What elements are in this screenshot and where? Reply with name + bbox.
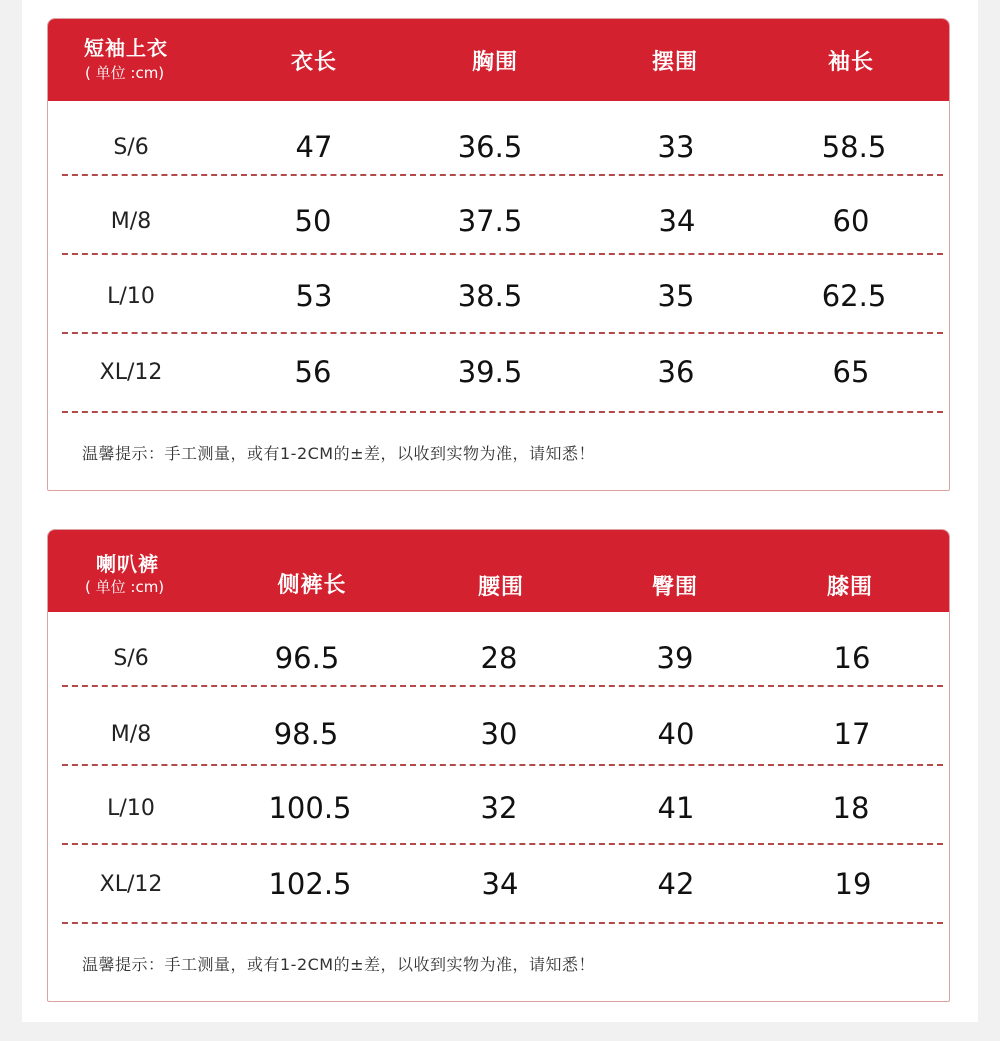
- measurement-value: 36: [657, 355, 695, 389]
- row-divider: [62, 843, 943, 845]
- column-header: 膝围: [826, 574, 873, 600]
- row-divider: [62, 253, 943, 255]
- table-unit: ( 单位 :cm): [85, 64, 165, 82]
- measurement-value: 41: [657, 791, 695, 825]
- measurement-note: 温馨提示：手工测量，或有1-2CM的±差，以收到实物为准，请知悉！: [82, 444, 596, 463]
- measurement-value: 65: [832, 355, 870, 389]
- size-label: L/10: [107, 795, 155, 821]
- column-header: 侧裤长: [277, 572, 347, 598]
- measurement-value: 56: [294, 355, 332, 389]
- measurement-value: 60: [832, 204, 870, 238]
- size-table-bottom: [47, 529, 950, 1002]
- size-label: M/8: [110, 208, 152, 234]
- measurement-note: 温馨提示：手工测量，或有1-2CM的±差，以收到实物为准，请知悉！: [82, 955, 596, 974]
- table-row: [48, 698, 949, 770]
- measurement-value: 17: [833, 717, 871, 751]
- row-divider: [62, 922, 943, 924]
- measurement-value: 53: [295, 279, 333, 313]
- measurement-value: 36.5: [457, 130, 523, 164]
- measurement-value: 28: [480, 641, 518, 675]
- measurement-value: 62.5: [821, 279, 887, 313]
- size-label: XL/12: [99, 359, 163, 385]
- size-label: L/10: [107, 283, 155, 309]
- table-row: [48, 622, 949, 694]
- row-divider: [62, 332, 943, 334]
- measurement-value: 58.5: [821, 130, 887, 164]
- measurement-value: 30: [480, 717, 518, 751]
- column-header: 胸围: [471, 49, 518, 75]
- measurement-value: 32: [480, 791, 518, 825]
- measurement-value: 102.5: [268, 867, 352, 901]
- column-header: 摆围: [651, 49, 698, 75]
- measurement-value: 50: [294, 204, 332, 238]
- row-divider: [62, 174, 943, 176]
- measurement-value: 47: [295, 130, 333, 164]
- table-row: [48, 111, 949, 183]
- column-header: 臀围: [651, 574, 698, 600]
- size-table-top: [47, 18, 950, 491]
- measurement-value: 42: [657, 867, 695, 901]
- measurement-value: 16: [833, 641, 871, 675]
- size-label: S/6: [113, 134, 149, 160]
- measurement-value: 98.5: [273, 717, 339, 751]
- measurement-value: 40: [657, 717, 695, 751]
- measurement-value: 19: [834, 867, 872, 901]
- table-header: [48, 19, 949, 101]
- column-header: 袖长: [827, 49, 874, 75]
- table-row: [48, 848, 949, 920]
- measurement-value: 34: [481, 867, 519, 901]
- row-divider: [62, 411, 943, 413]
- measurement-value: 39.5: [457, 355, 523, 389]
- measurement-value: 35: [657, 279, 695, 313]
- row-divider: [62, 764, 943, 766]
- column-header: 腰围: [477, 574, 524, 600]
- table-row: [48, 336, 949, 408]
- column-header: 衣长: [290, 49, 337, 75]
- table-header: [48, 530, 949, 612]
- row-divider: [62, 685, 943, 687]
- measurement-value: 96.5: [274, 641, 340, 675]
- size-label: XL/12: [99, 871, 163, 897]
- table-title: 短袖上衣: [84, 36, 168, 60]
- measurement-value: 37.5: [457, 204, 523, 238]
- size-label: M/8: [110, 721, 152, 747]
- table-row: [48, 772, 949, 844]
- measurement-value: 38.5: [457, 279, 523, 313]
- table-title: 喇叭裤: [96, 552, 159, 576]
- size-label: S/6: [113, 645, 149, 671]
- measurement-value: 18: [832, 791, 870, 825]
- table-row: [48, 260, 949, 332]
- measurement-value: 39: [656, 641, 694, 675]
- table-unit: ( 单位 :cm): [85, 578, 165, 596]
- measurement-value: 100.5: [268, 791, 352, 825]
- measurement-value: 34: [658, 204, 696, 238]
- table-row: [48, 185, 949, 257]
- measurement-value: 33: [657, 130, 695, 164]
